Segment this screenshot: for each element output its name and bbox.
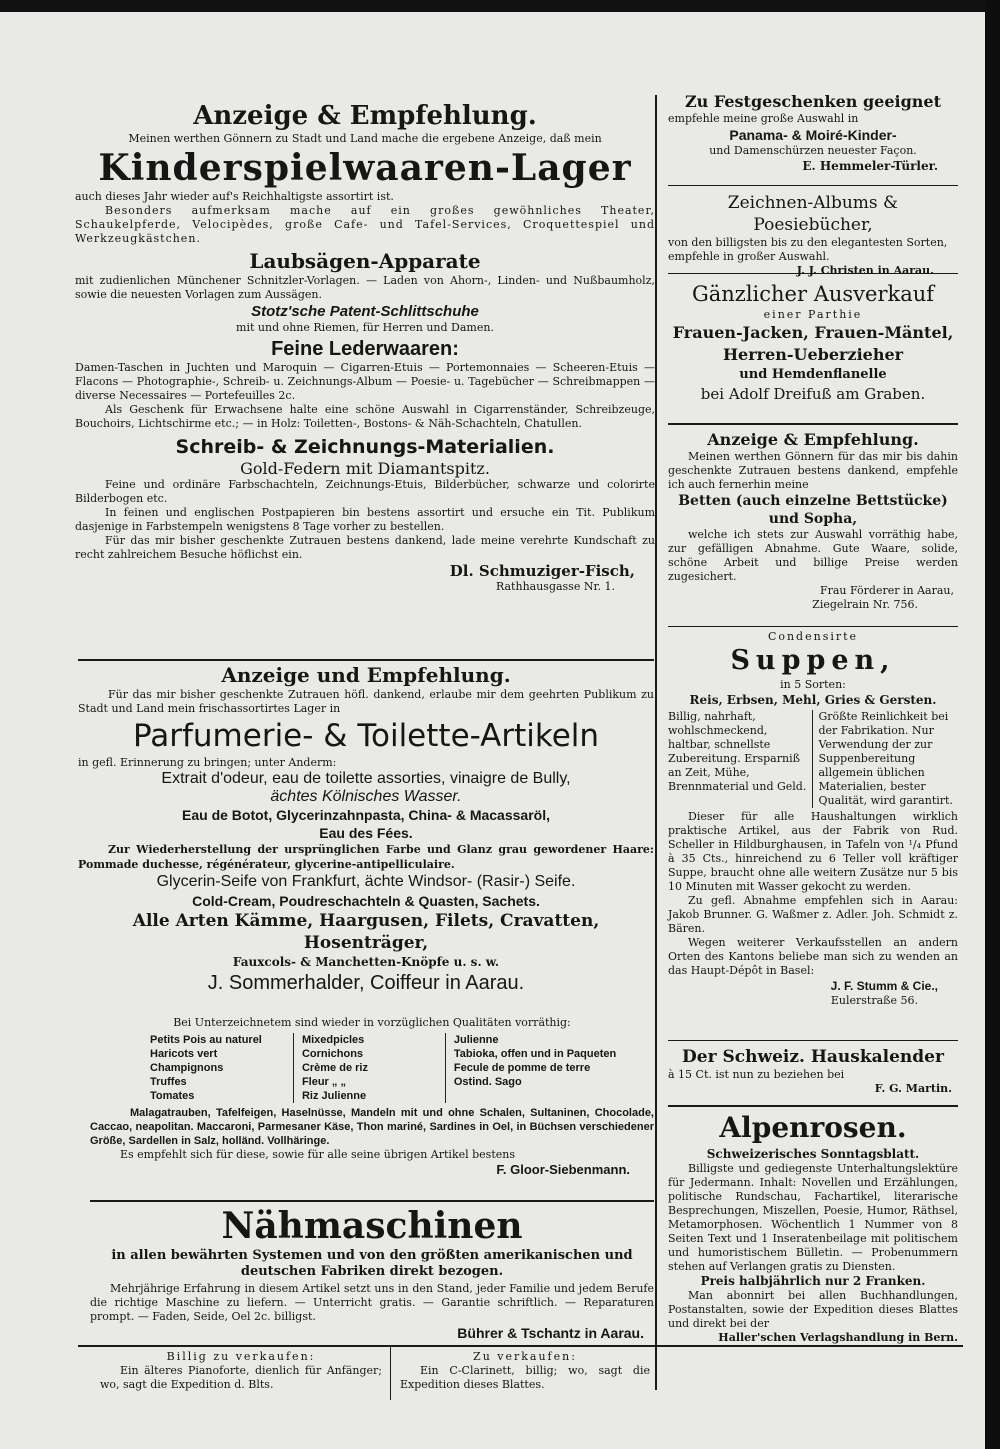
- rule: [668, 1040, 958, 1041]
- ad-intro: Bei Unterzeichnetem sind wieder in vorzüglichen Qualitäten vorräthig:: [173, 1016, 571, 1029]
- ad-title: Zu verkaufen:: [473, 1350, 577, 1363]
- ad-pretitle: Condensirte: [767, 630, 859, 643]
- ad-signature: Haller'schen Verlagshandlung in Bern.: [718, 1331, 958, 1344]
- ad-text: Eau de Botot, Glycerinzahnpasta, China- & Macassaröl,: [182, 807, 550, 823]
- ad-clarinet: [400, 1350, 650, 1392]
- ad-albums: [668, 192, 958, 278]
- ad-text: mit zudienlichen Münchener Schnitzler-Vorlagen. — Laden von Ahorn-, Linden- und Nußbaumholz, sowie die neuesten Vorlagen zum Aussägen.: [75, 274, 655, 301]
- ad-signature: Frau Förderer in Aarau,: [819, 584, 954, 597]
- ad-text: Frauen-Jacken, Frauen-Mäntel,: [672, 323, 954, 342]
- ad-subheading: Gold-Federn mit Diamantspitz.: [240, 459, 490, 478]
- product-column: [294, 1033, 446, 1103]
- ad-title: Billig zu verkaufen:: [166, 1350, 316, 1363]
- ad-title: Nähmaschinen: [221, 1205, 523, 1247]
- ad-subheading: Schweizerisches Sonntagsblatt.: [706, 1147, 920, 1161]
- ad-text: auch dieses Jahr wieder auf's Reichhaltigste assortirt ist.: [75, 190, 394, 203]
- ad-text: ächtes Kölnisches Wasser.: [270, 788, 462, 805]
- ad-signature: Bührer & Tschantz in Aarau.: [457, 1325, 644, 1341]
- ad-text: Reis, Erbsen, Mehl, Gries & Gersten.: [689, 693, 937, 707]
- ad-pianoforte: [100, 1350, 382, 1392]
- list-item: Haricots vert: [150, 1048, 218, 1060]
- ad-signature: J. J. Christen in Aarau.: [796, 264, 934, 277]
- ad-clearance-sale: [668, 280, 958, 404]
- ad-text: einer Parthie: [763, 308, 863, 321]
- ad-text: Größte Reinlichkeit bei der Fabrikation. Nur Verwendung der zur Suppenbereitung allgemein üblichen Materialien, bester Qualität, wird garantirt.: [818, 710, 953, 807]
- ad-text: Cold-Cream, Poudreschachteln & Quasten, Sachets.: [192, 893, 540, 909]
- ad-subheading: Laubsägen-Apparate: [249, 249, 481, 273]
- ad-text: Eau des Fées.: [319, 825, 413, 841]
- ad-text: in allen bewährten Systemen und von den größten amerikanischen und deutschen Fabriken direkt bezogen.: [111, 1248, 633, 1279]
- ad-title: Der Schweiz. Hauskalender: [682, 1047, 944, 1067]
- ad-text: Ein älteres Pianoforte, dienlich für Anfänger; wo, sagt die Expedition d. Blts.: [100, 1364, 382, 1391]
- ad-title: Gänzlicher Ausverkauf: [691, 282, 935, 306]
- ad-soups: [668, 630, 958, 1008]
- ad-text: von den billigsten bis zu den elegantesten Sorten, empfehle in großer Auswahl.: [668, 236, 948, 263]
- ad-signature: F. G. Martin.: [874, 1082, 952, 1095]
- list-item: Cornichons: [301, 1048, 364, 1060]
- ad-perfumery: [78, 662, 654, 996]
- ad-text: Dieser für alle Haushaltungen wirklich praktische Artikel, aus der Fabrik von Rud. Scheller in Hildburghausen, in Tafeln von ¹/₄ Pfund à 35 Cts., hinreichend zu 6 Teller voll kräftiger Suppe, braucht ohne alle weitern Zusätze nur 5 bis 10 Minuten mit Wasser gekocht zu werden.: [668, 810, 958, 893]
- ad-text: Preis halbjährlich nur 2 Franken.: [700, 1274, 926, 1288]
- ad-subheading: Schreib- & Zeichnungs-Materialien.: [175, 436, 555, 458]
- ad-text: Betten (auch einzelne Bettstücke): [678, 493, 948, 509]
- ad-text: und Damenschürzen neuester Façon.: [709, 144, 917, 157]
- ad-headline: Kinderspielwaaren-Lager: [98, 147, 632, 189]
- ad-sewing-machines: [90, 1204, 654, 1342]
- ad-title: Zeichnen-Albums & Poesiebücher,: [727, 193, 899, 235]
- ad-text: Besonders aufmerksam mache auf ein großes gewöhnliches Theater, Schaukelpferde, Velocipèdes, große Cafe- und Tafel-Services, Croquettespiel und Werkzeugkästchen.: [75, 204, 655, 245]
- ad-text: Mehrjährige Erfahrung in diesem Artikel setzt uns in den Stand, jeder Familie und jedem Berufe die richtige Maschine zu liefern. — Unterricht gratis. — Garantie schriftlich. — Reparaturen prompt. — Faden, Seide, Oel 2c. billigst.: [90, 1282, 654, 1323]
- scan-border: [985, 0, 1000, 1449]
- list-item: Petits Pois au naturel: [150, 1034, 262, 1046]
- ad-text: Alle Arten Kämme, Haargusen, Filets, Cravatten, Hosenträger,: [132, 911, 600, 953]
- ad-title: Anzeige und Empfehlung.: [221, 663, 511, 687]
- product-column: [446, 1033, 654, 1103]
- ad-text: Als Geschenk für Erwachsene halte eine schöne Auswahl in Cigarrenständer, Schreibzeuge, Bouchoirs, Lichtschirme etc.; — in Holz: Toiletten-, Bostons- & Näh-Schachteln, Chatullen.: [75, 403, 655, 430]
- rule: [668, 626, 958, 627]
- list-item: Julienne: [453, 1034, 499, 1046]
- ad-title: Anzeige & Empfehlung.: [193, 101, 537, 131]
- ad-alpenrosen: [668, 1110, 958, 1345]
- list-item: Mixedpicles: [301, 1034, 365, 1046]
- ad-text: Zur Wiederherstellung der ursprünglichen Farbe und Glanz grau gewordener Haare: Pommade duchesse, régénérateur, glycerine-antipelliculaire.: [78, 843, 654, 871]
- feature-column: [813, 710, 959, 808]
- ad-text: Malagatrauben, Tafelfeigen, Haselnüsse, Mandeln mit und ohne Schalen, Sultaninen, Chocolade, Caccao, neapolitan. Maccaroni, Parmesaner Käse, Thon mariné, Sardines in Oel, in Büchsen verschiedener Größe, Sardellen in Salz, holländ. Vollhäringe.: [90, 1107, 654, 1147]
- feature-columns: [668, 710, 958, 808]
- rule: [390, 1345, 391, 1400]
- ad-text: Zu gefl. Abnahme empfehlen sich in Aarau: Jakob Brunner. G. Waßmer z. Adler. Joh. Schmidt z. Bären.: [668, 894, 958, 935]
- ad-title: Anzeige & Empfehlung.: [707, 430, 919, 449]
- ad-intro: Meinen werthen Gönnern zu Stadt und Land mache die ergebene Anzeige, daß mein: [128, 132, 602, 145]
- ad-groceries: [90, 1016, 654, 1178]
- ad-text: Extrait d'odeur, eau de toilette assorties, vinaigre de Bully,: [161, 770, 571, 787]
- ad-beds: [668, 430, 958, 612]
- ad-signature: J. Sommerhalder, Coiffeur in Aarau.: [207, 972, 525, 994]
- ad-text: bei Adolf Dreifuß am Graben.: [700, 385, 926, 403]
- ad-title: Suppen,: [730, 645, 896, 676]
- ad-text: empfehle meine große Auswahl in: [668, 112, 859, 125]
- ad-text: welche ich stets zur Auswahl vorräthig habe, zur gefälligen Abnahme. Gute Waare, solide, schöne Arbeit und billige Preise werden zugesichert.: [668, 528, 958, 583]
- list-item: Tomates: [150, 1090, 195, 1102]
- list-item: Crème de riz: [301, 1062, 368, 1074]
- list-item: Ostind. Sago: [453, 1076, 522, 1088]
- ad-intro: Für das mir bisher geschenkte Zutrauen höfl. dankend, erlaube mir dem geehrten Publikum zu Stadt und Land mein frischassortirtes Lager in: [78, 688, 654, 715]
- ad-signature: E. Hemmeler-Türler.: [802, 159, 938, 173]
- rule: [78, 659, 654, 661]
- ad-subheading: Feine Lederwaaren:: [271, 338, 459, 360]
- ad-text: Wegen weiterer Verkaufsstellen an andern Orten des Kantons beliebe man sich zu wenden an das Haupt-Dépôt in Basel:: [668, 936, 958, 977]
- ad-text: Billigste und gediegenste Unterhaltungslektüre für Jedermann. Inhalt: Novellen und Erzählungen, politische Rundschau, Fachartikel, literarische Besprechungen, Miszellen, Poesie, Humor, Räthsel, Metamorphosen. Wöchentlich 1 Nummer von 8 Seiten Text und 1 Inseratenbeilage mit politischem und humoristischem Bülletin. — Probenummern stehen auf Verlangen gratis zu Diensten.: [668, 1162, 958, 1273]
- rule: [78, 1345, 963, 1347]
- ad-text: Meinen werthen Gönnern für das mir bis dahin geschenkte Zutrauen bestens dankend, empfehle ich auch fernerhin meine: [668, 450, 958, 491]
- ad-text: in 5 Sorten:: [780, 678, 846, 691]
- ad-text: in gefl. Erinnerung zu bringen; unter Anderm:: [78, 756, 337, 769]
- ad-text: Glycerin-Seife von Frankfurt, ächte Windsor- (Rasir-) Seife.: [156, 873, 576, 890]
- rule: [90, 1200, 654, 1202]
- list-item: Truffes: [150, 1076, 187, 1088]
- ad-text: In feinen und englischen Postpapieren bin bestens assortirt und ersuche ein Tit. Publikum dasjenige in Farbstempeln wenigstens 8 Tage vorher zu bestellen.: [75, 506, 655, 533]
- ad-text: Es empfehlt sich für diese, sowie für alle seine übrigen Artikel bestens: [120, 1148, 515, 1161]
- ad-text: mit und ohne Riemen, für Herren und Damen.: [236, 321, 494, 334]
- ad-headline: Parfumerie- & Toilette-Artikeln: [132, 718, 600, 754]
- ad-text: Für das mir bisher geschenkte Zutrauen bestens dankend, lade meine verehrte Kundschaft zu recht zahlreichem Besuche höflichst ein.: [75, 534, 655, 561]
- ad-signature: Dl. Schmuziger-Fisch,: [449, 562, 635, 580]
- list-item: Tabioka, offen und in Paqueten: [453, 1048, 617, 1060]
- list-item: Fleur „ „: [301, 1076, 346, 1088]
- ad-address: Ziegelrain Nr. 756.: [812, 598, 918, 611]
- product-list: [150, 1033, 654, 1103]
- ad-text: und Sopha,: [768, 511, 858, 527]
- list-item: Riz Julienne: [301, 1090, 367, 1102]
- rule: [668, 423, 958, 425]
- ad-signature: F. Gloor-Siebenmann.: [496, 1162, 630, 1177]
- rule: [668, 1105, 958, 1107]
- ad-text: Herren-Ueberzieher: [722, 345, 904, 364]
- ad-text: Feine und ordinäre Farbschachteln, Zeichnungs-Etuis, Bilderbücher, schwarze und colorirte Bilderbogen etc.: [75, 478, 655, 505]
- ad-calendar: [668, 1046, 958, 1096]
- ad-address: Rathhausgasse Nr. 1.: [495, 580, 615, 593]
- ad-subheading: Stotz'sche Patent-Schlittschuhe: [251, 303, 479, 320]
- ad-address: Eulerstraße 56.: [830, 994, 918, 1007]
- ad-text: à 15 Ct. ist nun zu beziehen bei: [668, 1068, 845, 1081]
- ad-title: Alpenrosen.: [719, 1111, 907, 1144]
- ad-aprons: [668, 92, 958, 174]
- ad-text: Billig, nahrhaft, wohlschmeckend, haltbar, schnellste Zubereitung. Ersparniß an Zeit, Mühe, Brennmaterial und Geld.: [668, 710, 807, 793]
- column-divider: [655, 95, 657, 1390]
- ad-text: Panama- & Moiré-Kinder-: [729, 127, 897, 143]
- ad-signature: J. F. Stumm & Cie.,: [830, 979, 938, 993]
- ad-title: Zu Festgeschenken geeignet: [685, 92, 941, 111]
- ad-text: Fauxcols- & Manchetten-Knöpfe u. s. w.: [232, 955, 500, 969]
- ad-text: und Hemdenflanelle: [739, 367, 887, 382]
- ad-text: Man abonnirt bei allen Buchhandlungen, Postanstalten, sowie der Expedition dieses Blattes und direkt bei der: [668, 1289, 958, 1330]
- list-item: Champignons: [150, 1062, 224, 1074]
- feature-column: [668, 710, 813, 808]
- ad-text: Ein C-Clarinett, billig; wo, sagt die Expedition dieses Blattes.: [400, 1364, 650, 1391]
- list-item: Fecule de pomme de terre: [453, 1062, 591, 1074]
- ad-toy-store: [75, 100, 655, 594]
- product-column: [150, 1033, 294, 1103]
- ad-text: Damen-Taschen in Juchten und Maroquin — Cigarren-Etuis — Portemonnaies — Scheeren-Etuis — Flacons — Photographie-, Schreib- u. Zeichnungs-Album — Poesie- u. Tagebücher — Schreibmappen — diverse Necessaires — Portefeuilles 2c.: [75, 361, 655, 402]
- rule: [668, 185, 958, 186]
